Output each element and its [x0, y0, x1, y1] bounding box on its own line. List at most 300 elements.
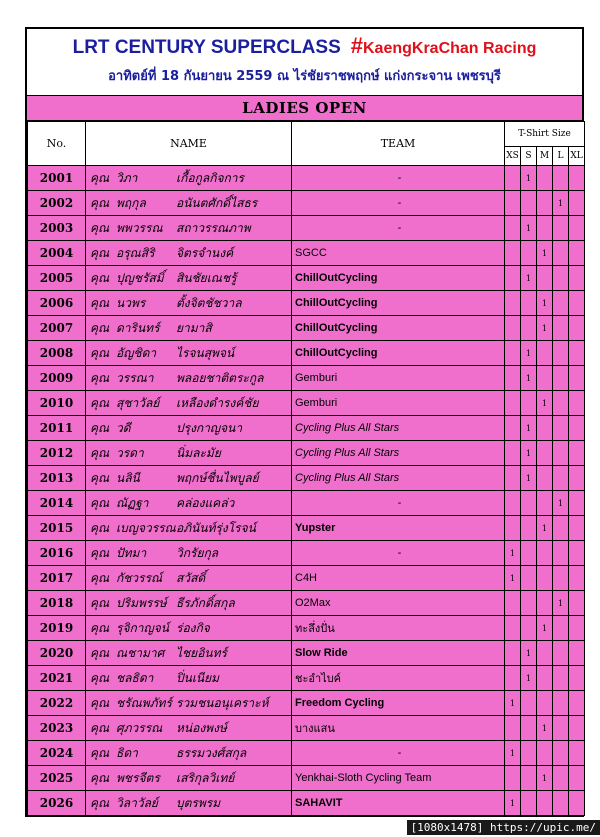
- rider-name: [86, 666, 292, 691]
- tshirt-size-cell: [553, 216, 569, 241]
- tshirt-size-cell: 1: [505, 691, 521, 716]
- rider-name: [86, 616, 292, 641]
- rider-first-name: วรรณา: [116, 370, 154, 385]
- tshirt-size-cell: 1: [537, 716, 553, 741]
- rider-number: 2010: [28, 391, 86, 416]
- rider-number: 2016: [28, 541, 86, 566]
- rider-last-name: ไรจนสุพจน์: [176, 345, 235, 360]
- table-row: [28, 591, 585, 616]
- rider-last-name: จิตรจำนงค์: [176, 245, 234, 260]
- rider-name: [86, 366, 292, 391]
- tshirt-size-cell: [505, 241, 521, 266]
- tshirt-size-cell: [553, 741, 569, 766]
- tshirt-size-cell: 1: [537, 316, 553, 341]
- tshirt-size-cell: [521, 516, 537, 541]
- rider-first-name: อรุณสิริ: [116, 245, 155, 260]
- rider-team: Gemburi: [292, 391, 505, 416]
- rider-title: คุณ: [90, 245, 110, 260]
- rider-team: -: [292, 491, 505, 516]
- tshirt-size-cell: [553, 641, 569, 666]
- tshirt-size-cell: [505, 216, 521, 241]
- table-row: [28, 616, 585, 641]
- rider-title: คุณ: [90, 220, 110, 235]
- tshirt-size-cell: [537, 641, 553, 666]
- rider-last-name: พฤกษ์ชื่นไพบูลย์: [176, 470, 259, 485]
- rider-first-name: ชลธิดา: [116, 670, 154, 685]
- tshirt-size-cell: [505, 591, 521, 616]
- rider-last-name: ยามาสิ: [176, 320, 212, 335]
- rider-title: คุณ: [90, 495, 110, 510]
- tshirt-size-cell: 1: [505, 566, 521, 591]
- table-row: [28, 441, 585, 466]
- tshirt-size-cell: [521, 716, 537, 741]
- tshirt-size-cell: [569, 541, 585, 566]
- rider-name: [86, 641, 292, 666]
- rider-title: คุณ: [90, 770, 110, 785]
- tshirt-size-cell: [569, 791, 585, 816]
- table-row: [28, 166, 585, 191]
- rider-first-name: ณัฏฐา: [116, 495, 149, 510]
- tshirt-size-cell: [521, 541, 537, 566]
- tshirt-size-cell: [505, 441, 521, 466]
- tshirt-size-cell: [553, 791, 569, 816]
- rider-last-name: บุตรพรม: [176, 795, 221, 810]
- event-subtitle: อาทิตย์ที่ 18 กันยายน 2559 ณ ไร่ชัยราชพฤกษ์ แก่งกระจาน เพชรบุรี: [108, 69, 501, 84]
- rider-number: 2017: [28, 566, 86, 591]
- tshirt-size-cell: [553, 291, 569, 316]
- tshirt-size-cell: [521, 241, 537, 266]
- tshirt-size-cell: [569, 716, 585, 741]
- rider-name: [86, 441, 292, 466]
- rider-first-name: วิลาวัลย์: [116, 795, 158, 810]
- tshirt-size-cell: [537, 341, 553, 366]
- tshirt-size-cell: 1: [521, 666, 537, 691]
- table-row: [28, 241, 585, 266]
- rider-team: ชะอำไบค์: [292, 666, 505, 691]
- rider-name: [86, 241, 292, 266]
- rider-first-name: นลินี: [116, 470, 140, 485]
- tshirt-size-cell: [569, 391, 585, 416]
- rider-last-name: คล่องแคล่ว: [176, 495, 235, 510]
- tshirt-size-cell: [505, 316, 521, 341]
- tshirt-size-cell: [537, 666, 553, 691]
- rider-title: คุณ: [90, 670, 110, 685]
- rider-number: 2021: [28, 666, 86, 691]
- rider-name: [86, 291, 292, 316]
- rider-title: คุณ: [90, 745, 110, 760]
- table-row: [28, 466, 585, 491]
- rider-title: คุณ: [90, 295, 110, 310]
- table-row: [28, 716, 585, 741]
- rider-team: ทะลึ่งปั่น: [292, 616, 505, 641]
- rider-team: SGCC: [292, 241, 505, 266]
- rider-name: [86, 391, 292, 416]
- tshirt-size-cell: [537, 366, 553, 391]
- tshirt-size-cell: 1: [521, 266, 537, 291]
- rider-team: ChillOutCycling: [292, 291, 505, 316]
- size-header-m: M: [537, 147, 553, 166]
- rider-last-name: ตั้งจิตชัชวาล: [176, 295, 242, 310]
- image-host-footer: [1080x1478] https://upic.me/: [407, 820, 600, 835]
- rider-name: [86, 266, 292, 291]
- rider-team: Freedom Cycling: [292, 691, 505, 716]
- tshirt-size-cell: [505, 266, 521, 291]
- tshirt-size-cell: [553, 166, 569, 191]
- rider-last-name: ธรรมวงศ์สกุล: [176, 745, 247, 760]
- rider-team: C4H: [292, 566, 505, 591]
- rider-title: คุณ: [90, 320, 110, 335]
- tshirt-size-cell: [537, 191, 553, 216]
- rider-last-name: อภินันท์รุ่งโรจน์: [176, 520, 256, 535]
- tshirt-size-cell: [553, 241, 569, 266]
- rider-number: 2003: [28, 216, 86, 241]
- rider-first-name: ปัทมา: [116, 545, 147, 560]
- rider-title: คุณ: [90, 370, 110, 385]
- table-row: [28, 291, 585, 316]
- rider-team: -: [292, 191, 505, 216]
- tshirt-size-cell: 1: [537, 391, 553, 416]
- rider-name: [86, 166, 292, 191]
- tshirt-size-cell: [569, 691, 585, 716]
- rider-number: 2022: [28, 691, 86, 716]
- rider-team: ChillOutCycling: [292, 266, 505, 291]
- page-title: [27, 33, 582, 59]
- rider-name: [86, 191, 292, 216]
- tshirt-size-cell: [521, 691, 537, 716]
- rider-number: 2001: [28, 166, 86, 191]
- rider-title: คุณ: [90, 620, 110, 635]
- rider-name: [86, 416, 292, 441]
- rider-team: ChillOutCycling: [292, 341, 505, 366]
- tshirt-size-cell: [505, 291, 521, 316]
- tshirt-size-cell: [553, 416, 569, 441]
- tshirt-size-cell: [553, 341, 569, 366]
- tshirt-size-cell: [521, 791, 537, 816]
- size-header-s: S: [521, 147, 537, 166]
- tshirt-size-cell: [537, 441, 553, 466]
- rider-name: [86, 466, 292, 491]
- tshirt-size-cell: [521, 316, 537, 341]
- column-header-team: TEAM: [292, 122, 505, 166]
- rider-first-name: ธิดา: [116, 745, 138, 760]
- rider-name: [86, 341, 292, 366]
- tshirt-size-cell: [537, 466, 553, 491]
- tshirt-size-cell: [521, 191, 537, 216]
- rider-last-name: สถาวรรณภาพ: [176, 220, 251, 235]
- tshirt-size-cell: [553, 516, 569, 541]
- roster-sheet: [25, 27, 584, 817]
- rider-last-name: ปิ่นเนียม: [176, 670, 220, 685]
- tshirt-size-cell: [521, 616, 537, 641]
- tshirt-size-cell: [553, 366, 569, 391]
- tshirt-size-cell: 1: [537, 241, 553, 266]
- tshirt-size-cell: 1: [505, 741, 521, 766]
- rider-first-name: ศุภวรรณ: [116, 720, 163, 735]
- tshirt-size-cell: 1: [521, 341, 537, 366]
- tshirt-size-cell: [537, 166, 553, 191]
- tshirt-size-cell: [553, 316, 569, 341]
- rider-number: 2009: [28, 366, 86, 391]
- rider-last-name: เหลืองดำรงค์ชัย: [176, 395, 259, 410]
- tshirt-size-cell: 1: [505, 541, 521, 566]
- tshirt-size-cell: [553, 441, 569, 466]
- rider-title: คุณ: [90, 695, 110, 710]
- rider-first-name: วดี: [116, 420, 131, 435]
- tshirt-size-cell: [505, 516, 521, 541]
- rider-last-name: นิ่มละมัย: [176, 445, 221, 460]
- tshirt-size-cell: [569, 516, 585, 541]
- table-row: [28, 641, 585, 666]
- rider-title: คุณ: [90, 720, 110, 735]
- rider-title: คุณ: [90, 570, 110, 585]
- table-row: [28, 566, 585, 591]
- table-row: [28, 541, 585, 566]
- tshirt-size-cell: [537, 541, 553, 566]
- rider-title: คุณ: [90, 395, 110, 410]
- rider-title: คุณ: [90, 445, 110, 460]
- tshirt-size-cell: 1: [521, 466, 537, 491]
- rider-last-name: หน่องพงษ์: [176, 720, 227, 735]
- rider-name: [86, 691, 292, 716]
- rider-first-name: อัญชิดา: [116, 345, 157, 360]
- table-row: [28, 391, 585, 416]
- rider-number: 2008: [28, 341, 86, 366]
- rider-number: 2025: [28, 766, 86, 791]
- rider-first-name: รุจิกาญจน์: [116, 620, 169, 635]
- roster-rows: [28, 166, 585, 816]
- column-header-name: NAME: [86, 122, 292, 166]
- tshirt-size-cell: [553, 266, 569, 291]
- rider-first-name: ดารินทร์: [116, 320, 160, 335]
- rider-team: -: [292, 741, 505, 766]
- rider-title: คุณ: [90, 420, 110, 435]
- tshirt-size-cell: 1: [537, 616, 553, 641]
- rider-team: Yupster: [292, 516, 505, 541]
- category-band: LADIES OPEN: [27, 95, 582, 121]
- rider-first-name: พฤกุล: [116, 195, 146, 210]
- tshirt-size-cell: [505, 416, 521, 441]
- tshirt-size-cell: [537, 491, 553, 516]
- tshirt-size-cell: [505, 666, 521, 691]
- tshirt-size-cell: [505, 491, 521, 516]
- tshirt-size-cell: [569, 366, 585, 391]
- tshirt-size-cell: 1: [521, 441, 537, 466]
- rider-last-name: เสริกุลวิเทย์: [176, 770, 235, 785]
- tshirt-size-cell: [505, 366, 521, 391]
- tshirt-size-cell: [569, 241, 585, 266]
- rider-number: 2014: [28, 491, 86, 516]
- rider-number: 2002: [28, 191, 86, 216]
- tshirt-size-cell: [521, 741, 537, 766]
- size-header-xs: XS: [505, 147, 521, 166]
- rider-team: Cycling Plus All Stars: [292, 441, 505, 466]
- tshirt-size-cell: [569, 216, 585, 241]
- column-header-tshirt: T-Shirt Size: [505, 122, 585, 147]
- rider-first-name: ปุญชรัสมิ์: [116, 270, 164, 285]
- tshirt-size-cell: [521, 591, 537, 616]
- hashtag-symbol: #: [350, 33, 363, 58]
- tshirt-size-cell: [569, 266, 585, 291]
- rider-number: 2020: [28, 641, 86, 666]
- tshirt-size-cell: [537, 791, 553, 816]
- rider-last-name: อนันตศักดิ์ไสธร: [176, 195, 258, 210]
- tshirt-size-cell: [505, 466, 521, 491]
- rider-name: [86, 591, 292, 616]
- rider-last-name: สวัสดิ์: [176, 570, 206, 585]
- size-header-xl: XL: [569, 147, 585, 166]
- tshirt-size-cell: [553, 766, 569, 791]
- tshirt-size-cell: [505, 341, 521, 366]
- rider-last-name: ธีรภักดิ์สกุล: [176, 595, 235, 610]
- table-row: [28, 366, 585, 391]
- tshirt-size-cell: [569, 191, 585, 216]
- tshirt-size-cell: [569, 566, 585, 591]
- rider-first-name: ปริมพรรษ์: [116, 595, 167, 610]
- tshirt-size-cell: [521, 491, 537, 516]
- rider-number: 2007: [28, 316, 86, 341]
- rider-name: [86, 716, 292, 741]
- tshirt-size-cell: [553, 616, 569, 641]
- tshirt-size-cell: 1: [537, 766, 553, 791]
- table-row: [28, 316, 585, 341]
- rider-last-name: รวมชนอนุเคราะห์: [176, 695, 269, 710]
- table-row: [28, 666, 585, 691]
- tshirt-size-cell: [569, 341, 585, 366]
- rider-title: คุณ: [90, 345, 110, 360]
- tshirt-size-cell: [553, 391, 569, 416]
- rider-name: [86, 766, 292, 791]
- tshirt-size-cell: 1: [521, 416, 537, 441]
- table-row: [28, 191, 585, 216]
- rider-title: คุณ: [90, 270, 110, 285]
- tshirt-size-cell: [537, 741, 553, 766]
- rider-number: 2015: [28, 516, 86, 541]
- rider-number: 2019: [28, 616, 86, 641]
- rider-name: [86, 541, 292, 566]
- tshirt-size-cell: [505, 391, 521, 416]
- tshirt-size-cell: [553, 566, 569, 591]
- rider-number: 2026: [28, 791, 86, 816]
- tshirt-size-cell: [521, 391, 537, 416]
- rider-team: Yenkhai-Sloth Cycling Team: [292, 766, 505, 791]
- rider-first-name: นวพร: [116, 295, 146, 310]
- tshirt-size-cell: [537, 266, 553, 291]
- table-row: [28, 216, 585, 241]
- tshirt-size-cell: [553, 716, 569, 741]
- tshirt-size-cell: [537, 591, 553, 616]
- roster-table: [27, 121, 585, 816]
- tshirt-size-cell: [569, 641, 585, 666]
- rider-first-name: วรดา: [116, 445, 144, 460]
- rider-title: คุณ: [90, 470, 110, 485]
- tshirt-size-cell: [569, 491, 585, 516]
- tshirt-size-cell: 1: [505, 791, 521, 816]
- rider-name: [86, 216, 292, 241]
- tshirt-size-cell: 1: [553, 191, 569, 216]
- tshirt-size-cell: 1: [521, 216, 537, 241]
- rider-name: [86, 566, 292, 591]
- rider-team: -: [292, 541, 505, 566]
- table-row: [28, 341, 585, 366]
- rider-first-name: เบญจวรรณ: [116, 520, 176, 535]
- rider-title: คุณ: [90, 195, 110, 210]
- tshirt-size-cell: 1: [537, 291, 553, 316]
- tshirt-size-cell: [569, 591, 585, 616]
- rider-first-name: วิภา: [116, 170, 138, 185]
- rider-number: 2004: [28, 241, 86, 266]
- tshirt-size-cell: [521, 291, 537, 316]
- rider-number: 2023: [28, 716, 86, 741]
- rider-name: [86, 741, 292, 766]
- rider-team: SAHAVIT: [292, 791, 505, 816]
- tshirt-size-cell: 1: [537, 516, 553, 541]
- rider-last-name: เกื้อกูลกิจการ: [176, 170, 244, 185]
- rider-first-name: สุชาวัลย์: [116, 395, 160, 410]
- tshirt-size-cell: [505, 641, 521, 666]
- tshirt-size-cell: 1: [521, 366, 537, 391]
- rider-team: -: [292, 166, 505, 191]
- rider-team: O2Max: [292, 591, 505, 616]
- tshirt-size-cell: 1: [553, 591, 569, 616]
- table-row: [28, 766, 585, 791]
- rider-first-name: พพวรรณ: [116, 220, 163, 235]
- tshirt-size-cell: 1: [521, 166, 537, 191]
- tshirt-size-cell: [553, 666, 569, 691]
- size-header-l: L: [553, 147, 569, 166]
- rider-title: คุณ: [90, 170, 110, 185]
- tshirt-size-cell: [569, 741, 585, 766]
- tshirt-size-cell: [553, 691, 569, 716]
- tshirt-size-cell: [569, 616, 585, 641]
- tshirt-size-cell: 1: [553, 491, 569, 516]
- table-row: [28, 491, 585, 516]
- rider-first-name: พชรจีตร: [116, 770, 160, 785]
- rider-last-name: ร่องกิจ: [176, 620, 210, 635]
- rider-team: Cycling Plus All Stars: [292, 466, 505, 491]
- table-row: [28, 741, 585, 766]
- rider-number: 2005: [28, 266, 86, 291]
- tshirt-size-cell: [569, 441, 585, 466]
- tshirt-size-cell: [505, 716, 521, 741]
- rider-last-name: พลอยชาติตระกูล: [176, 370, 264, 385]
- event-title: LRT CENTURY SUPERCLASS: [72, 37, 341, 58]
- rider-title: คุณ: [90, 645, 110, 660]
- tshirt-size-cell: [537, 216, 553, 241]
- table-row: [28, 791, 585, 816]
- tshirt-size-cell: [569, 766, 585, 791]
- rider-last-name: วิกรัยกุล: [176, 545, 219, 560]
- table-row: [28, 416, 585, 441]
- table-row: [28, 266, 585, 291]
- tshirt-size-cell: [569, 316, 585, 341]
- rider-first-name: กัชวรรณ์: [116, 570, 163, 585]
- tshirt-size-cell: [553, 466, 569, 491]
- rider-team: -: [292, 216, 505, 241]
- tshirt-size-cell: [505, 616, 521, 641]
- rider-number: 2018: [28, 591, 86, 616]
- tshirt-size-cell: [569, 466, 585, 491]
- tshirt-size-cell: [537, 566, 553, 591]
- rider-number: 2006: [28, 291, 86, 316]
- table-row: [28, 516, 585, 541]
- tshirt-size-cell: [521, 766, 537, 791]
- column-header-no: No.: [28, 122, 86, 166]
- rider-team: Slow Ride: [292, 641, 505, 666]
- tshirt-size-cell: [505, 166, 521, 191]
- rider-name: [86, 316, 292, 341]
- rider-first-name: ณชามาศ: [116, 645, 165, 660]
- tshirt-size-cell: [569, 166, 585, 191]
